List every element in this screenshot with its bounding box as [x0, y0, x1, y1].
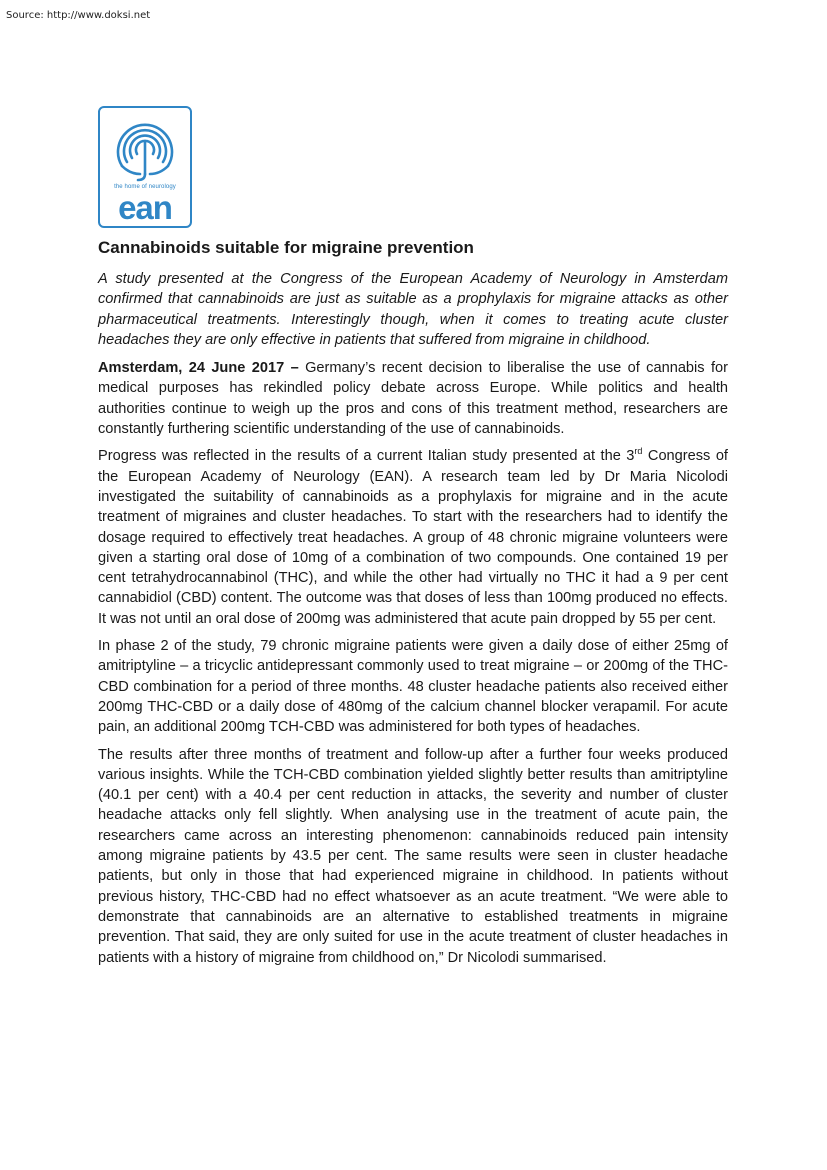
paragraph-1	[98, 358, 728, 439]
ean-logo	[98, 106, 192, 228]
paragraph-2-after: Congress of the European Academy of Neurology (EAN). A research team led by Dr Maria Nicolodi investigated the suitability of cannabinoids as a prophylaxis for migraine and in the acute treatment of migraines and cluster headaches. To start with the researchers had to identify the dosage required to effectively treat headaches. A group of 48 chronic migraine volunteers were given a starting oral dose of 10mg of a combination of two compounds. One contained 19 per cent tetrahydrocannabinol (THC), and while the other had virtually no THC it had a 9 per cent cannabidiol (CBD) content. The outcome was that doses of less than 100mg produced no effects. It was not until an oral dose of 200mg was administered that acute pain dropped by 55 per cent.	[98, 448, 728, 627]
article-lead: A study presented at the Congress of the European Academy of Neurology in Amsterdam confirmed that cannabinoids are just as suitable as a prophylaxis for migraine attacks as other pharmaceutical treatments. Interestingly though, when it comes to treating acute cluster headaches they are only effective in patients that suffered from migraine in childhood.	[98, 271, 728, 348]
logo-tagline: the home of neurology	[114, 184, 176, 190]
logo-wordmark: ean	[118, 189, 172, 226]
paragraph-4: The results after three months of treatment and follow-up after a further four weeks produced various insights. While the TCH-CBD combination yielded slightly better results than amitriptyline (40.1 per cent) with a 40.4 per cent reduction in attacks, the severity and number of cluster headache attacks only fell slightly. When analysing use in the treatment of acute pain, the researchers came across an interesting phenomenon: cannabinoids reduced pain intensity among migraine patients by 43.5 per cent. The same results were seen in cluster headache patients, but only in those that had experienced migraine in childhood. In patients without previous history, THC-CBD had no effect whatsoever as an acute treatment. “We were able to demonstrate that cannabinoids are an alternative to established treatments in migraine prevention. That said, they are only suited for use in the acute treatment of cluster headaches in patients with a history of migraine from childhood on,” Dr Nicolodi summarised.	[98, 746, 728, 966]
ordinal-suffix: rd	[634, 446, 643, 457]
paragraph-3: In phase 2 of the study, 79 chronic migraine patients were given a daily dose of either 25mg of amitriptyline – a tricyclic antidepressant commonly used to treat migraine – or 200mg of the THC-CBD combination for a period of three months. 48 cluster headache patients also received either 200mg THC-CBD or a daily dose of 480mg of the calcium channel blocker verapamil. For acute pain, an additional 200mg TCH-CBD was administered for both types of headaches.	[98, 638, 728, 736]
paragraph-2-before: Progress was reflected in the results of a current Italian study presented at the 3	[98, 448, 635, 465]
paragraph-2	[98, 446, 728, 629]
labyrinth-icon	[100, 108, 190, 188]
paragraph-1-text: Germany’s recent decision to liberalise the use of cannabis for medical purposes has rekindled policy debate across Europe. While politics and health authorities continue to weigh up the pros and cons of this treatment method, researchers are constantly furthering scientific understanding of the use of cannabinoids.	[98, 360, 728, 438]
dateline: Amsterdam, 24 June 2017 –	[98, 360, 299, 377]
article	[98, 236, 728, 975]
source-label: Source: http://www.doksi.net	[6, 10, 151, 21]
article-title: Cannabinoids suitable for migraine prevention	[98, 238, 474, 257]
